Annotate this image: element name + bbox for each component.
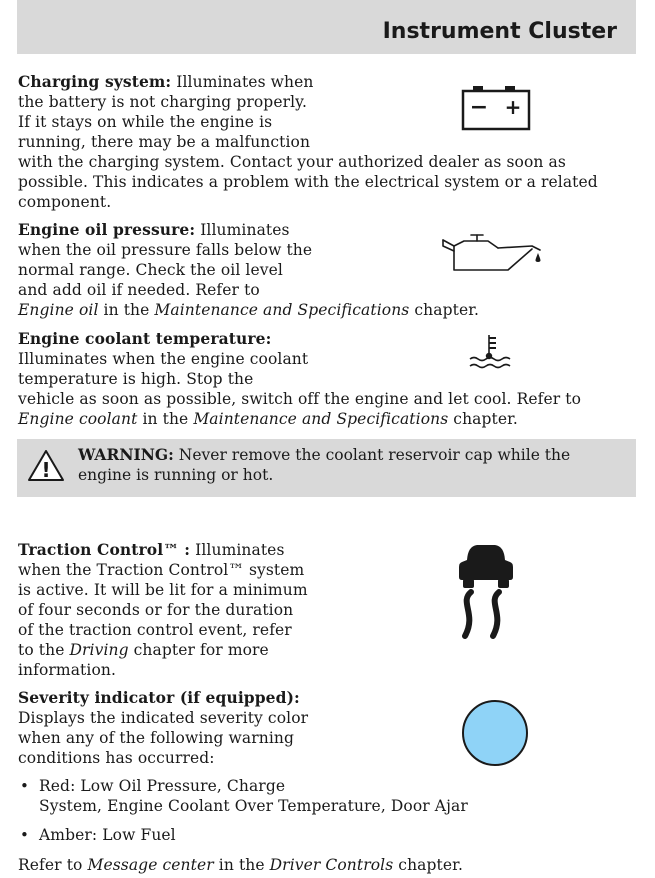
charging-line-2: the battery is not charging properly. bbox=[18, 93, 307, 111]
charging-line-7: component. bbox=[18, 193, 112, 211]
coolant-line-2: Illuminates when the engine coolant bbox=[18, 350, 309, 368]
traction-line-6 bbox=[18, 640, 269, 660]
oil-reference bbox=[18, 300, 479, 320]
coolant-ref-italic: Engine coolant bbox=[18, 410, 138, 428]
traction-line-6-post: chapter for more bbox=[128, 641, 269, 659]
charging-line-5: with the charging system. Contact your authorized dealer as soon as bbox=[18, 153, 566, 171]
page-header bbox=[17, 0, 636, 54]
traction-line-6-pre: to the bbox=[18, 641, 70, 659]
charging-line-4: running, there may be a malfunction bbox=[18, 133, 311, 151]
traction-line-4: of four seconds or for the duration bbox=[18, 601, 294, 619]
battery-minus-sign: − bbox=[469, 95, 489, 120]
traction-heading: Traction Control™ : bbox=[18, 540, 191, 559]
charging-heading: Charging system: bbox=[18, 72, 172, 91]
traction-control-icon bbox=[455, 540, 517, 646]
oil-line-1-text: Illuminates bbox=[195, 221, 290, 239]
coolant-line-3: temperature is high. Stop the bbox=[18, 370, 254, 388]
severity-ref-end: chapter. bbox=[393, 856, 463, 874]
oil-line-1 bbox=[18, 220, 290, 240]
traction-line-2: when the Traction Control™ system bbox=[18, 561, 305, 579]
severity-ref-mid: in the bbox=[213, 856, 270, 874]
oil-heading: Engine oil pressure: bbox=[18, 220, 196, 239]
oil-ref-chapter: Maintenance and Specifications bbox=[154, 301, 410, 319]
oil-line-4: and add oil if needed. Refer to bbox=[18, 281, 260, 299]
bullet-dot: • bbox=[20, 777, 29, 795]
oil-line-3: normal range. Check the oil level bbox=[18, 261, 283, 279]
traction-line-1 bbox=[18, 540, 285, 560]
oil-ref-mid: in the bbox=[98, 301, 155, 319]
traction-line-3: is active. It will be lit for a minimum bbox=[18, 581, 308, 599]
warning-label: WARNING: bbox=[78, 445, 174, 464]
traction-line-5: of the traction control event, refer bbox=[18, 621, 292, 639]
bullet-red-line-1: Red: Low Oil Pressure, Charge bbox=[39, 777, 286, 795]
severity-line-4: conditions has occurred: bbox=[18, 749, 215, 767]
charging-line-1 bbox=[18, 72, 313, 92]
coolant-heading: Engine coolant temperature: bbox=[18, 329, 272, 348]
coolant-ref-end: chapter. bbox=[448, 410, 518, 428]
severity-line-2: Displays the indicated severity color bbox=[18, 709, 309, 727]
coolant-ref-mid: in the bbox=[137, 410, 194, 428]
warning-exclamation: ! bbox=[41, 458, 51, 482]
severity-reference bbox=[18, 855, 463, 875]
oil-line-2: when the oil pressure falls below the bbox=[18, 241, 313, 259]
bullet-red-line-2: System, Engine Coolant Over Temperature, Door Ajar bbox=[39, 797, 468, 815]
severity-heading: Severity indicator (if equipped): bbox=[18, 688, 300, 707]
bullet-dot: • bbox=[20, 826, 29, 844]
severity-ref-chapter: Driver Controls bbox=[269, 856, 394, 874]
traction-line-1-text: Illuminates bbox=[190, 541, 285, 559]
battery-plus-sign: + bbox=[504, 95, 522, 119]
severity-ref-italic: Message center bbox=[87, 856, 214, 874]
warning-triangle-icon bbox=[27, 449, 65, 482]
warning-text-line-2: engine is running or hot. bbox=[78, 466, 274, 484]
coolant-reference bbox=[18, 409, 518, 429]
coolant-line-1 bbox=[18, 329, 271, 349]
oil-ref-italic: Engine oil bbox=[18, 301, 99, 319]
severity-ref-pre: Refer to bbox=[18, 856, 88, 874]
coolant-line-4: vehicle as soon as possible, switch off the engine and let cool. Refer to bbox=[18, 390, 582, 408]
bullet-amber: Amber: Low Fuel bbox=[39, 826, 176, 844]
page-title: Instrument Cluster bbox=[382, 19, 617, 44]
battery-icon bbox=[460, 84, 532, 132]
traction-line-7: information. bbox=[18, 661, 116, 679]
oil-ref-end: chapter. bbox=[409, 301, 480, 319]
traction-ref-chapter: Driving bbox=[69, 641, 129, 659]
warning-text-rest: Never remove the coolant reservoir cap while the bbox=[173, 446, 571, 464]
warning-text bbox=[78, 445, 628, 485]
severity-line-3: when any of the following warning bbox=[18, 729, 294, 747]
severity-indicator-icon bbox=[460, 698, 530, 768]
coolant-ref-chapter: Maintenance and Specifications bbox=[193, 410, 449, 428]
charging-line-3: If it stays on while the engine is bbox=[18, 113, 273, 131]
oil-can-icon bbox=[440, 232, 546, 276]
coolant-temperature-icon bbox=[466, 332, 516, 374]
warning-box bbox=[17, 439, 636, 497]
severity-line-1 bbox=[18, 688, 300, 708]
charging-line-1-text: Illuminates when bbox=[171, 73, 314, 91]
charging-line-6: possible. This indicates a problem with the electrical system or a related bbox=[18, 173, 598, 191]
